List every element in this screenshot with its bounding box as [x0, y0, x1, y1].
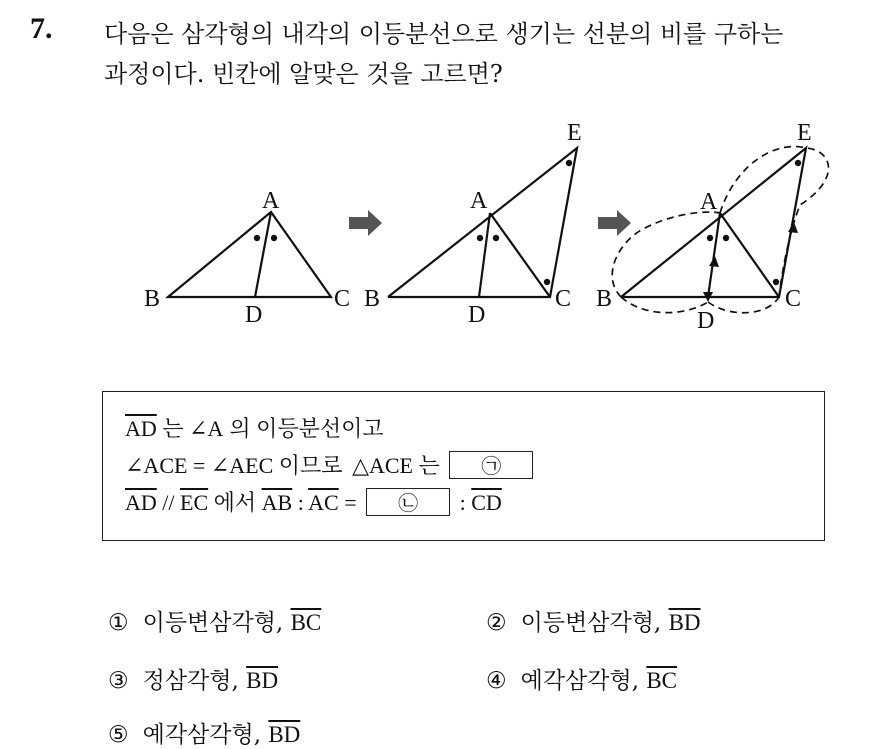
choice-segment: $\overline{BD}$ [246, 668, 279, 693]
choice-number: ⑤ [108, 722, 129, 748]
label-c: C [334, 286, 351, 312]
figure-1 [168, 212, 331, 297]
proof-text: 는 [418, 453, 440, 478]
triangle-ace: △ACE [352, 453, 413, 478]
choice-5[interactable] [108, 716, 300, 749]
label-d: D [697, 308, 715, 334]
segment-ec: $\overline{EC}$ [180, 490, 209, 515]
proof-text: 는 [162, 416, 184, 441]
choice-segment: $\overline{BD}$ [668, 610, 701, 635]
angle-dot [544, 279, 550, 285]
choice-1[interactable] [108, 604, 321, 637]
figure-3 [621, 148, 806, 297]
label-b: B [144, 286, 161, 312]
label-e: E [567, 120, 582, 146]
choice-text: 정삼각형, [142, 668, 239, 694]
triangle-abc-1 [168, 212, 331, 297]
question-line-1: 다음은 삼각형의 내각의 이등분선으로 생기는 선분의 비를 구하는 [104, 20, 784, 48]
choice-segment: $\overline{BD}$ [268, 722, 301, 747]
angle-dot [707, 235, 713, 241]
choice-segment: $\overline{BC}$ [646, 668, 678, 693]
angle-dot [795, 160, 801, 166]
segment-ac-3 [720, 213, 779, 297]
segment-ad: $\overline{AD}$ [125, 490, 157, 515]
label-a: A [262, 188, 280, 214]
blank-1: ㉠ [449, 451, 533, 479]
choice-3[interactable] [108, 662, 278, 695]
segment-cd: $\overline{CD}$ [471, 490, 502, 515]
angle-dot [723, 235, 729, 241]
equals: = [344, 490, 357, 515]
proof-line-2 [125, 451, 537, 481]
triangle-bec-3 [621, 148, 806, 297]
label-a: A [700, 189, 718, 215]
dashed-arc [720, 147, 829, 297]
label-b: B [364, 286, 381, 312]
proof-line-1 [125, 414, 384, 444]
angle-dot [477, 235, 483, 241]
segment-ab: $\overline{AB}$ [261, 490, 293, 515]
bisector-ad-1 [255, 212, 271, 297]
arrow-right-icon [598, 210, 631, 236]
choice-text: 예각삼각형, [520, 668, 640, 694]
proof-line-3 [125, 488, 502, 518]
segment-ac: $\overline{AC}$ [308, 490, 339, 515]
equals: = [192, 453, 206, 478]
angle-dot [493, 235, 499, 241]
choice-text: 이등변삼각형, [142, 610, 284, 636]
segment-ac-2 [490, 213, 550, 297]
choice-number: ③ [108, 668, 129, 694]
label-c: C [555, 286, 572, 312]
colon: : [297, 490, 304, 515]
proof-text: 에서 [213, 490, 257, 515]
parallel: // [162, 490, 175, 515]
proof-box [102, 391, 825, 541]
choice-segment: $\overline{BC}$ [290, 610, 322, 635]
question-number: 7. [30, 12, 53, 45]
angle-dot [271, 235, 277, 241]
dashed-arc [621, 297, 708, 313]
choice-text: 이등변삼각형, [520, 610, 662, 636]
label-d: D [468, 302, 486, 328]
label-d: D [245, 302, 263, 328]
dashed-arc [708, 297, 779, 313]
figure-2 [388, 148, 577, 297]
angle-dot [254, 235, 260, 241]
choice-text: 예각삼각형, [142, 722, 262, 748]
question-line-2: 과정이다. 빈칸에 알맞은 것을 고르면? [104, 60, 503, 88]
proof-text: 이므로 [278, 453, 343, 478]
angle-ace: ∠ACE [125, 453, 188, 478]
angle-dot [773, 279, 779, 285]
angle-a: ∠A [189, 416, 224, 441]
proof-text: 의 이등분선이고 [229, 416, 384, 441]
label-a: A [470, 188, 488, 214]
choice-number: ② [486, 610, 507, 636]
segment-ad: $\overline{AD}$ [125, 416, 157, 441]
choice-4[interactable] [486, 662, 677, 695]
label-b: B [596, 286, 613, 312]
colon: : [459, 490, 466, 515]
choice-2[interactable] [486, 604, 701, 637]
label-c: C [785, 286, 802, 312]
choice-number: ① [108, 610, 129, 636]
angle-dot [566, 160, 572, 166]
angle-aec: ∠AEC [210, 453, 274, 478]
label-e: E [797, 120, 812, 146]
blank-2: ㉡ [366, 488, 450, 516]
bisector-ad-2 [479, 213, 490, 297]
choice-number: ④ [486, 668, 507, 694]
arrow-right-icon [349, 210, 382, 236]
